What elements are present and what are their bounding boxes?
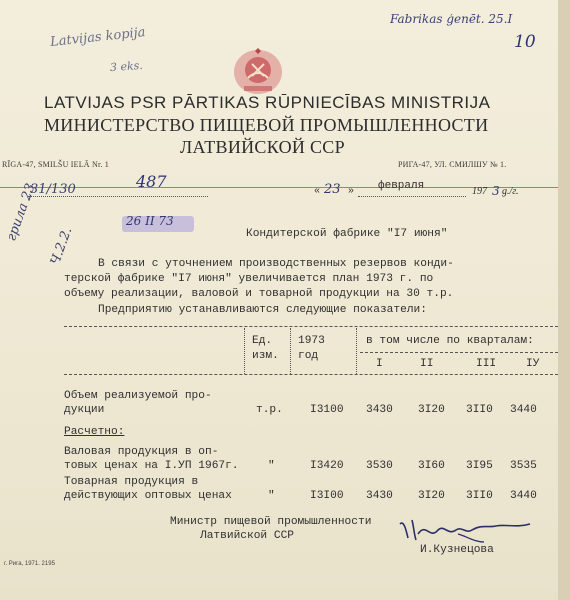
table-section-label: Расчетно:: [64, 426, 125, 438]
table-row-label: товых ценах на I.УП 1967г.: [64, 460, 239, 472]
letterhead-russian-line1: МИНИСТЕРСТВО ПИЩЕВОЙ ПРОМЫШЛЕННОСТИ: [44, 115, 489, 135]
header-quarter-4: IУ: [526, 358, 540, 370]
table-cell-q1: 3430: [366, 404, 393, 416]
letterhead-russian-line2: ЛАТВИЙСКОЙ ССР: [180, 137, 345, 157]
handwritten-ref-number: 31/130: [30, 182, 76, 197]
handwritten-note-copies: 3 eks.: [109, 58, 144, 75]
signatory-name: И.Кузнецова: [420, 544, 494, 556]
address-russian: РИГА-47, УЛ. СМИЛШУ № 1.: [398, 160, 507, 169]
table-row-label: Валовая продукция в оп-: [64, 446, 219, 458]
page-edge: [558, 0, 570, 600]
table-cell-q3: 3II0: [466, 404, 493, 416]
table-cell-q2: 3I20: [418, 404, 445, 416]
table-row-label: Объем реализуемой про-: [64, 390, 212, 402]
printer-imprint: г. Рига, 1971. 2195: [4, 561, 55, 567]
header-quarter-2: II: [420, 358, 434, 370]
table-cell-q4: 3440: [510, 404, 537, 416]
table-cell-unit: т.р.: [256, 404, 283, 416]
date-month: февраля: [378, 180, 425, 192]
letterhead-latvian: LATVIJAS PSR PĀRTIKAS RŪPNIECĪBAS MINISTRIJA: [44, 93, 491, 112]
table-cell-year: I3100: [310, 404, 344, 416]
handwritten-ref-number-2: 487: [136, 172, 167, 191]
handwritten-stamp-date: 26 II 73: [126, 214, 174, 228]
table-cell-q3: 3I95: [466, 460, 493, 472]
address-latvian: RĪGA-47, SMILŠU IELĀ Nr. 1: [2, 160, 109, 169]
header-quarter-3: III: [476, 358, 497, 370]
emblem-icon: [232, 48, 284, 96]
table-cell-year: I3420: [310, 460, 344, 472]
table-cell-unit: ": [268, 490, 275, 502]
addressee: Кондитерской фабрике "I7 июня": [246, 228, 448, 240]
table-cell-unit: ": [268, 460, 275, 472]
handwritten-side-note: грила 23: [4, 181, 39, 244]
table-col-divider: [244, 328, 245, 374]
table-cell-q3: 3II0: [466, 490, 493, 502]
table-cell-q1: 3430: [366, 490, 393, 502]
header-quarter-1: I: [376, 358, 383, 370]
table-row-label: дукции: [64, 404, 105, 416]
date-open-quote: «: [314, 186, 321, 197]
table-cell-year: I3I00: [310, 490, 344, 502]
table-row-label: действующих оптовых ценах: [64, 490, 232, 502]
handwritten-date-day: 23: [324, 182, 341, 197]
table-cell-q2: 3I60: [418, 460, 445, 472]
handwritten-note-copy: Latvijas kopija: [49, 25, 147, 50]
table-quarter-rule: [360, 352, 558, 353]
handwritten-note-top-right: Fabrikas ģenēt. 25.I: [390, 12, 513, 26]
table-col-divider: [290, 328, 291, 374]
table-cell-q2: 3I20: [418, 490, 445, 502]
table-cell-q1: 3530: [366, 460, 393, 472]
paragraph-line-4: Предприятию устанавливаются следующие показатели:: [98, 304, 427, 316]
signature-title-line2: Латвийской ССР: [200, 530, 294, 542]
header-quarters: в том числе по кварталам:: [366, 335, 534, 347]
header-year-1: 1973: [298, 335, 325, 347]
table-top-rule: [64, 326, 558, 327]
table-row-label: Товарная продукция в: [64, 476, 199, 488]
date-close-quote: »: [348, 186, 355, 197]
handwritten-side-note-2: Ч.2.2.: [48, 225, 76, 268]
handwritten-year-digit: 3: [492, 184, 500, 198]
table-cell-q4: 3535: [510, 460, 537, 472]
table-cell-q4: 3440: [510, 490, 537, 502]
date-year-suffix: g./г.: [502, 186, 519, 197]
paragraph-line-1: В связи с уточнением производственных резервов конди-: [98, 258, 454, 270]
signature-title-line1: Министр пищевой промышленности: [170, 516, 372, 528]
paragraph-line-2: терской фабрике "I7 июня" увеличивается план 1973 г. по: [64, 273, 434, 285]
paragraph-line-3: объему реализации, валовой и товарной продукции на 30 т.р.: [64, 288, 454, 300]
header-year-2: год: [298, 350, 319, 362]
month-underline: [358, 196, 466, 197]
date-year-prefix: 197: [472, 186, 487, 197]
header-unit-2: изм.: [252, 350, 279, 362]
handwritten-page-number: 10: [514, 32, 536, 52]
table-header-rule: [64, 374, 558, 375]
table-col-divider: [356, 328, 357, 374]
header-unit-1: Ед.: [252, 335, 273, 347]
